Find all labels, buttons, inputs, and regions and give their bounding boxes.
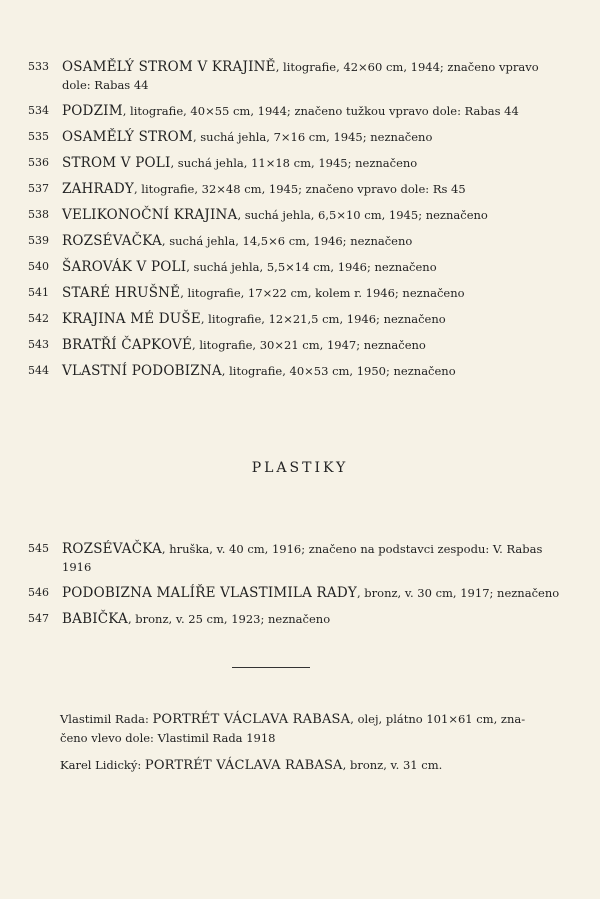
entry-number: 536	[28, 156, 49, 169]
portrait-author: Vlastimil Rada:	[60, 712, 153, 726]
entry-number: 547	[28, 612, 49, 625]
catalogue-entry	[28, 154, 568, 172]
portrait-entry	[60, 756, 570, 775]
entry-title: BRATŘÍ ČAPKOVÉ	[62, 337, 193, 353]
entry-title: VELIKONOČNÍ KRAJINA	[62, 207, 238, 223]
entry-number: 541	[28, 286, 49, 299]
catalogue-entry	[28, 58, 568, 94]
entry-title: OSAMĚLÝ STROM	[62, 129, 193, 145]
portraits-list	[60, 710, 570, 783]
entry-text	[62, 362, 568, 380]
entry-details: , litografie, 42×60 cm, 1944; značeno vpravo	[275, 60, 539, 74]
entry-number: 534	[28, 104, 49, 117]
portrait-author: Karel Lidický:	[60, 758, 145, 772]
entry-number: 537	[28, 182, 49, 195]
section-divider	[232, 667, 310, 668]
portrait-entry	[60, 710, 570, 748]
entry-number: 543	[28, 338, 49, 351]
entry-text	[62, 154, 568, 172]
entry-continuation: 1916	[62, 560, 92, 574]
catalogue-entry	[28, 180, 568, 198]
entry-title: KRAJINA MÉ DUŠE	[62, 311, 201, 327]
catalogue-entry	[28, 284, 568, 302]
entry-details: , litografie, 17×22 cm, kolem r. 1946; neznačeno	[180, 286, 465, 300]
entry-title: ZAHRADY	[62, 181, 134, 197]
entry-details: , litografie, 32×48 cm, 1945; značeno vpravo dole: Rs 45	[133, 182, 466, 196]
entry-text	[62, 180, 568, 198]
section-heading-plastiky: PLASTIKY	[251, 460, 349, 476]
entry-details: , litografie, 40×53 cm, 1950; neznačeno	[221, 364, 456, 378]
entry-details: , hruška, v. 40 cm, 1916; značeno na podstavci zespodu: V. Rabas	[161, 542, 543, 556]
entry-continuation: dole: Rabas 44	[62, 78, 149, 92]
entry-text	[62, 258, 568, 276]
entry-title: PODOBIZNA MALÍŘE VLASTIMILA RADY	[62, 585, 357, 601]
entry-title: VLASTNÍ PODOBIZNA	[62, 363, 222, 379]
entry-text	[62, 128, 568, 146]
entry-text	[62, 310, 568, 328]
entry-number: 533	[28, 60, 49, 73]
entry-text	[62, 336, 568, 354]
catalogue-entry	[28, 206, 568, 224]
catalogue-entry	[28, 310, 568, 328]
portrait-details: , olej, plátno 101×61 cm, zna-	[350, 712, 526, 726]
entry-details: , suchá jehla, 7×16 cm, 1945; neznačeno	[192, 130, 433, 144]
entry-number: 538	[28, 208, 49, 221]
entry-details: , suchá jehla, 14,5×6 cm, 1946; neznačeno	[161, 234, 413, 248]
entry-text	[62, 102, 568, 120]
entry-details: , litografie, 12×21,5 cm, 1946; neznačeno	[200, 312, 446, 326]
portrait-continuation: čeno vlevo dole: Vlastimil Rada 1918	[60, 731, 276, 745]
entry-number: 542	[28, 312, 49, 325]
entry-text	[62, 540, 568, 576]
entry-number: 545	[28, 542, 49, 555]
entry-title: STARÉ HRUŠNĚ	[62, 285, 181, 301]
portrait-details: , bronz, v. 31 cm.	[342, 758, 443, 772]
catalogue-entry	[28, 128, 568, 146]
entry-details: , bronz, v. 30 cm, 1917; neznačeno	[356, 586, 560, 600]
entry-text	[62, 58, 568, 94]
entry-text	[62, 584, 568, 602]
entry-details: , suchá jehla, 6,5×10 cm, 1945; neznačeno	[237, 208, 488, 222]
entry-title: ROZSÉVAČKA	[62, 541, 162, 557]
catalogue-entry	[28, 258, 568, 276]
entry-number: 535	[28, 130, 49, 143]
entry-number: 546	[28, 586, 49, 599]
entry-details: , suchá jehla, 5,5×14 cm, 1946; neznačeno	[186, 260, 437, 274]
portrait-title: PORTRÉT VÁCLAVA RABASA	[144, 758, 343, 773]
entry-title: PODZIM	[62, 103, 123, 119]
catalogue-entry	[28, 232, 568, 250]
entry-text	[62, 610, 568, 628]
catalogue-entry	[28, 540, 568, 576]
entry-title: STROM V POLI	[62, 155, 171, 171]
catalogue-entry	[28, 584, 568, 602]
entry-title: ROZSÉVAČKA	[62, 233, 162, 249]
entry-details: , suchá jehla, 11×18 cm, 1945; neznačeno	[170, 156, 418, 170]
catalogue-entry	[28, 336, 568, 354]
plastiky-list	[28, 540, 568, 628]
catalogue-list	[28, 58, 568, 380]
entry-details: , bronz, v. 25 cm, 1923; neznačeno	[127, 612, 331, 626]
entry-number: 544	[28, 364, 49, 377]
catalogue-entry	[28, 362, 568, 380]
entry-title: OSAMĚLÝ STROM V KRAJINĚ	[62, 59, 276, 75]
entry-details: , litografie, 30×21 cm, 1947; neznačeno	[192, 338, 426, 352]
entry-title: BABIČKA	[62, 611, 128, 627]
entry-text	[62, 284, 568, 302]
portrait-title: PORTRÉT VÁCLAVA RABASA	[152, 712, 351, 727]
entry-text	[62, 206, 568, 224]
catalogue-entry	[28, 102, 568, 120]
entry-number: 540	[28, 260, 49, 273]
entry-number: 539	[28, 234, 49, 247]
entry-details: , litografie, 40×55 cm, 1944; značeno tužkou vpravo dole: Rabas 44	[122, 104, 519, 118]
entry-text	[62, 232, 568, 250]
catalogue-entry	[28, 610, 568, 628]
entry-title: ŠAROVÁK V POLI	[62, 259, 187, 275]
